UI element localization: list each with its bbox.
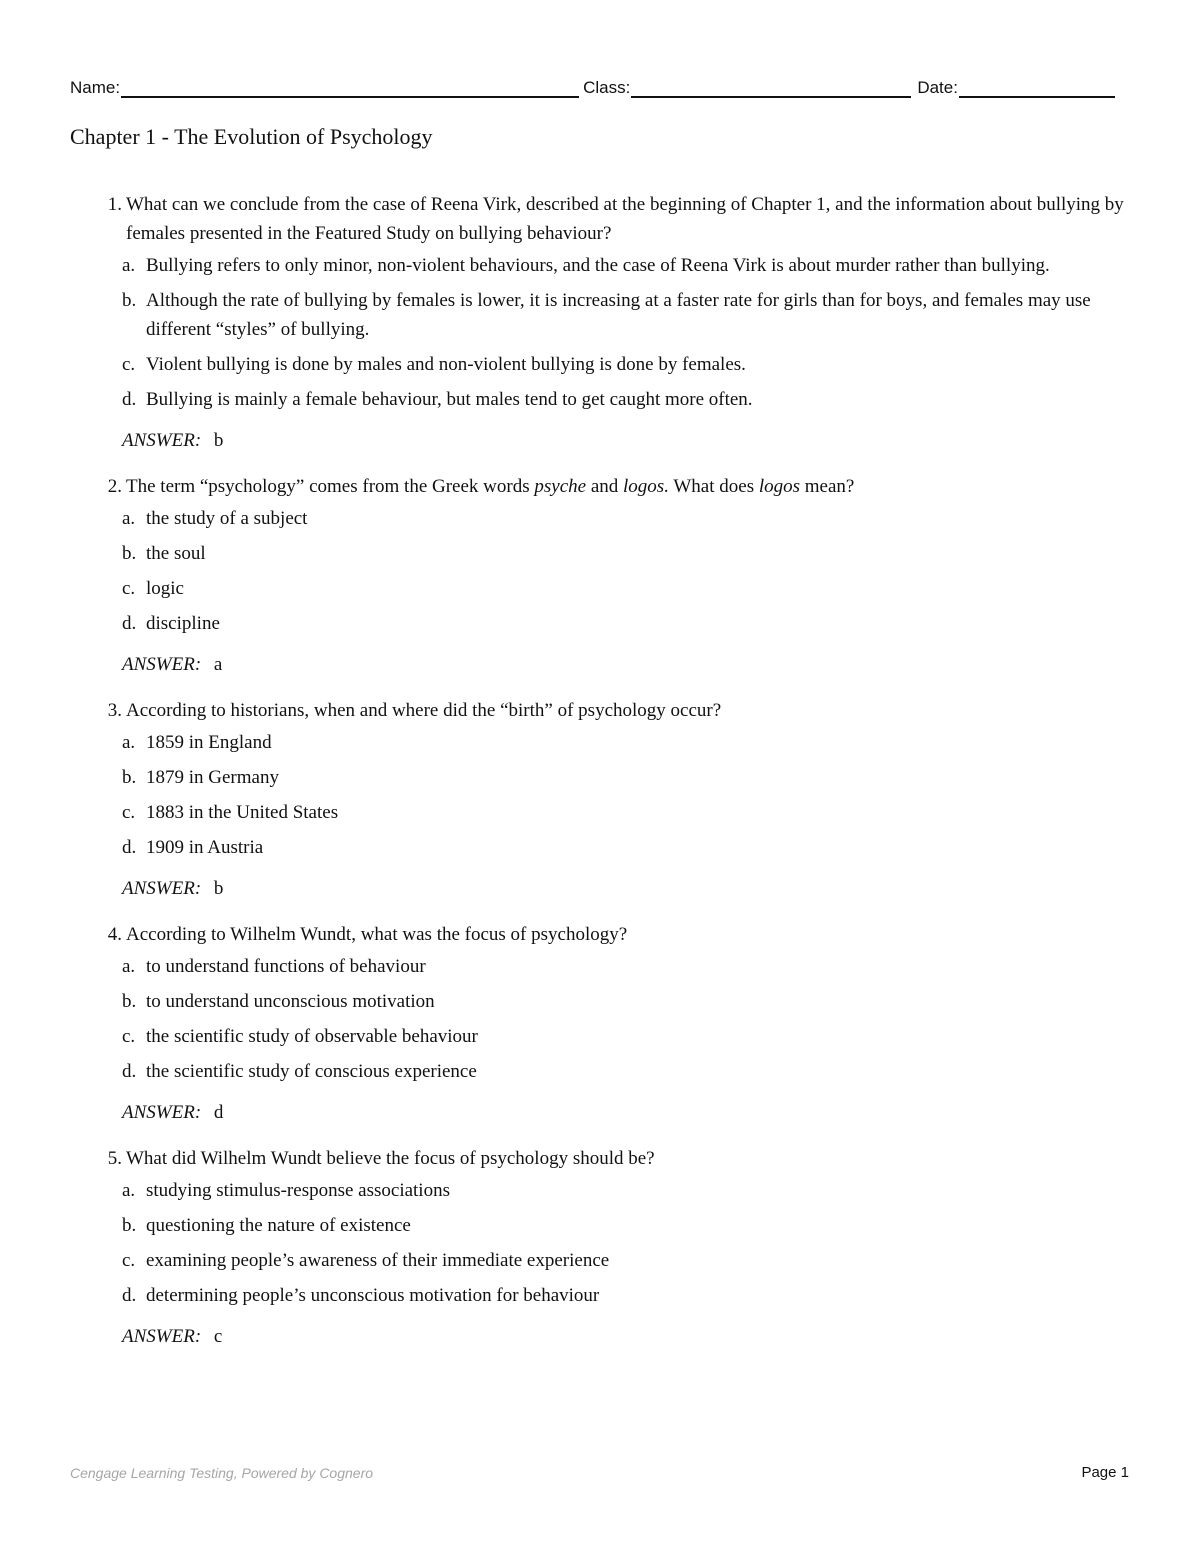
name-field [70,78,579,98]
option-label: d. [122,1061,137,1082]
option-text: the study of a subject [146,508,308,529]
option-c [122,1022,1130,1051]
question-text: The term “psychology” comes from the Greek words psyche and logos. What does logos mean? [126,476,855,497]
answer-value: c [213,1326,223,1347]
option-c [122,798,1130,827]
option-label: c. [122,354,136,375]
answer-line [122,1322,1130,1351]
question-text: According to historians, when and where did the “birth” of psychology occur? [126,700,722,721]
option-label: d. [122,1285,137,1306]
option-text: discipline [146,613,220,634]
option-text: the scientific study of conscious experience [146,1061,477,1082]
header-fields [70,72,1130,98]
option-b [122,286,1130,344]
option-label: d. [122,837,137,858]
option-label: b. [122,767,137,788]
answer-label: ANSWER: [122,430,202,451]
page-title: Chapter 1 - The Evolution of Psychology [70,124,433,149]
question-3 [70,696,1130,903]
option-text: questioning the nature of existence [146,1215,411,1236]
option-c [122,574,1130,603]
answer-line [122,650,1130,679]
option-label: a. [122,956,136,977]
question-number: 3. [107,700,122,721]
date-blank-line [959,78,1115,98]
option-b [122,1211,1130,1240]
option-label: c. [122,802,136,823]
option-text: 1859 in England [146,732,272,753]
page-number: Page 1 [1081,1464,1129,1481]
option-label: c. [122,578,136,599]
question-list [70,190,1130,1368]
option-text: to understand unconscious motivation [146,991,435,1012]
option-text: examining people’s awareness of their immediate experience [146,1250,610,1271]
option-text: logic [146,578,184,599]
question-4 [70,920,1130,1127]
answer-label: ANSWER: [122,1326,202,1347]
option-text: 1879 in Germany [146,767,279,788]
option-label: a. [122,508,136,529]
option-label: a. [122,1180,136,1201]
option-label: b. [122,991,137,1012]
option-a [122,1176,1130,1205]
answer-value: d [213,1102,224,1123]
option-a [122,728,1130,757]
option-text: Violent bullying is done by males and non-violent bullying is done by females. [146,354,746,375]
answer-value: b [213,430,224,451]
option-d [122,1057,1130,1086]
answer-label: ANSWER: [122,878,202,899]
option-d [122,609,1130,638]
option-label: b. [122,1215,137,1236]
question-2 [70,472,1130,679]
option-c [122,1246,1130,1275]
option-text: Although the rate of bullying by females is lower, it is increasing at a faster rate for girls than for boys, and females may use different “styles” of bullying. [146,290,1091,340]
option-text: 1883 in the United States [146,802,339,823]
option-label: d. [122,613,137,634]
option-text: determining people’s unconscious motivation for behaviour [146,1285,600,1306]
question-1 [70,190,1130,455]
option-label: d. [122,389,137,410]
answer-line [122,1098,1130,1127]
footer-credit: Cengage Learning Testing, Powered by Cognero [70,1465,374,1481]
option-a [122,251,1130,280]
answer-label: ANSWER: [122,1102,202,1123]
date-field [917,78,1115,98]
answer-value: a [213,654,223,675]
option-b [122,539,1130,568]
option-text: 1909 in Austria [146,837,264,858]
option-text: studying stimulus-response associations [146,1180,450,1201]
option-label: c. [122,1026,136,1047]
question-text: What can we conclude from the case of Reena Virk, described at the beginning of Chapter 1, and the information about bullying by females presented in the Featured Study on bullying behaviour? [126,194,1124,244]
question-text: According to Wilhelm Wundt, what was the focus of psychology? [126,924,628,945]
question-number: 4. [107,924,122,945]
option-label: b. [122,543,137,564]
option-text: the scientific study of observable behaviour [146,1026,478,1047]
option-text: Bullying is mainly a female behaviour, but males tend to get caught more often. [146,389,753,410]
class-field [583,78,911,98]
option-a [122,952,1130,981]
option-label: c. [122,1250,136,1271]
answer-label: ANSWER: [122,654,202,675]
question-text: What did Wilhelm Wundt believe the focus of psychology should be? [126,1148,655,1169]
option-label: b. [122,290,137,311]
question-number: 1. [107,194,122,215]
answer-line [122,874,1130,903]
option-d [122,1281,1130,1310]
option-text: Bullying refers to only minor, non-violent behaviours, and the case of Reena Virk is about murder rather than bullying. [146,255,1050,276]
option-text: to understand functions of behaviour [146,956,426,977]
option-d [122,833,1130,862]
question-number: 2. [107,476,122,497]
option-b [122,987,1130,1016]
option-text: the soul [146,543,206,564]
answer-value: b [213,878,224,899]
option-d [122,385,1130,414]
option-label: a. [122,255,136,276]
option-a [122,504,1130,533]
name-blank-line [121,78,579,98]
question-5 [70,1144,1130,1351]
option-b [122,763,1130,792]
option-label: a. [122,732,136,753]
class-blank-line [631,78,911,98]
date-label: Date: [917,78,958,97]
class-label: Class: [583,78,631,97]
question-number: 5. [107,1148,122,1169]
answer-line [122,426,1130,455]
name-label: Name: [70,78,121,97]
option-c [122,350,1130,379]
